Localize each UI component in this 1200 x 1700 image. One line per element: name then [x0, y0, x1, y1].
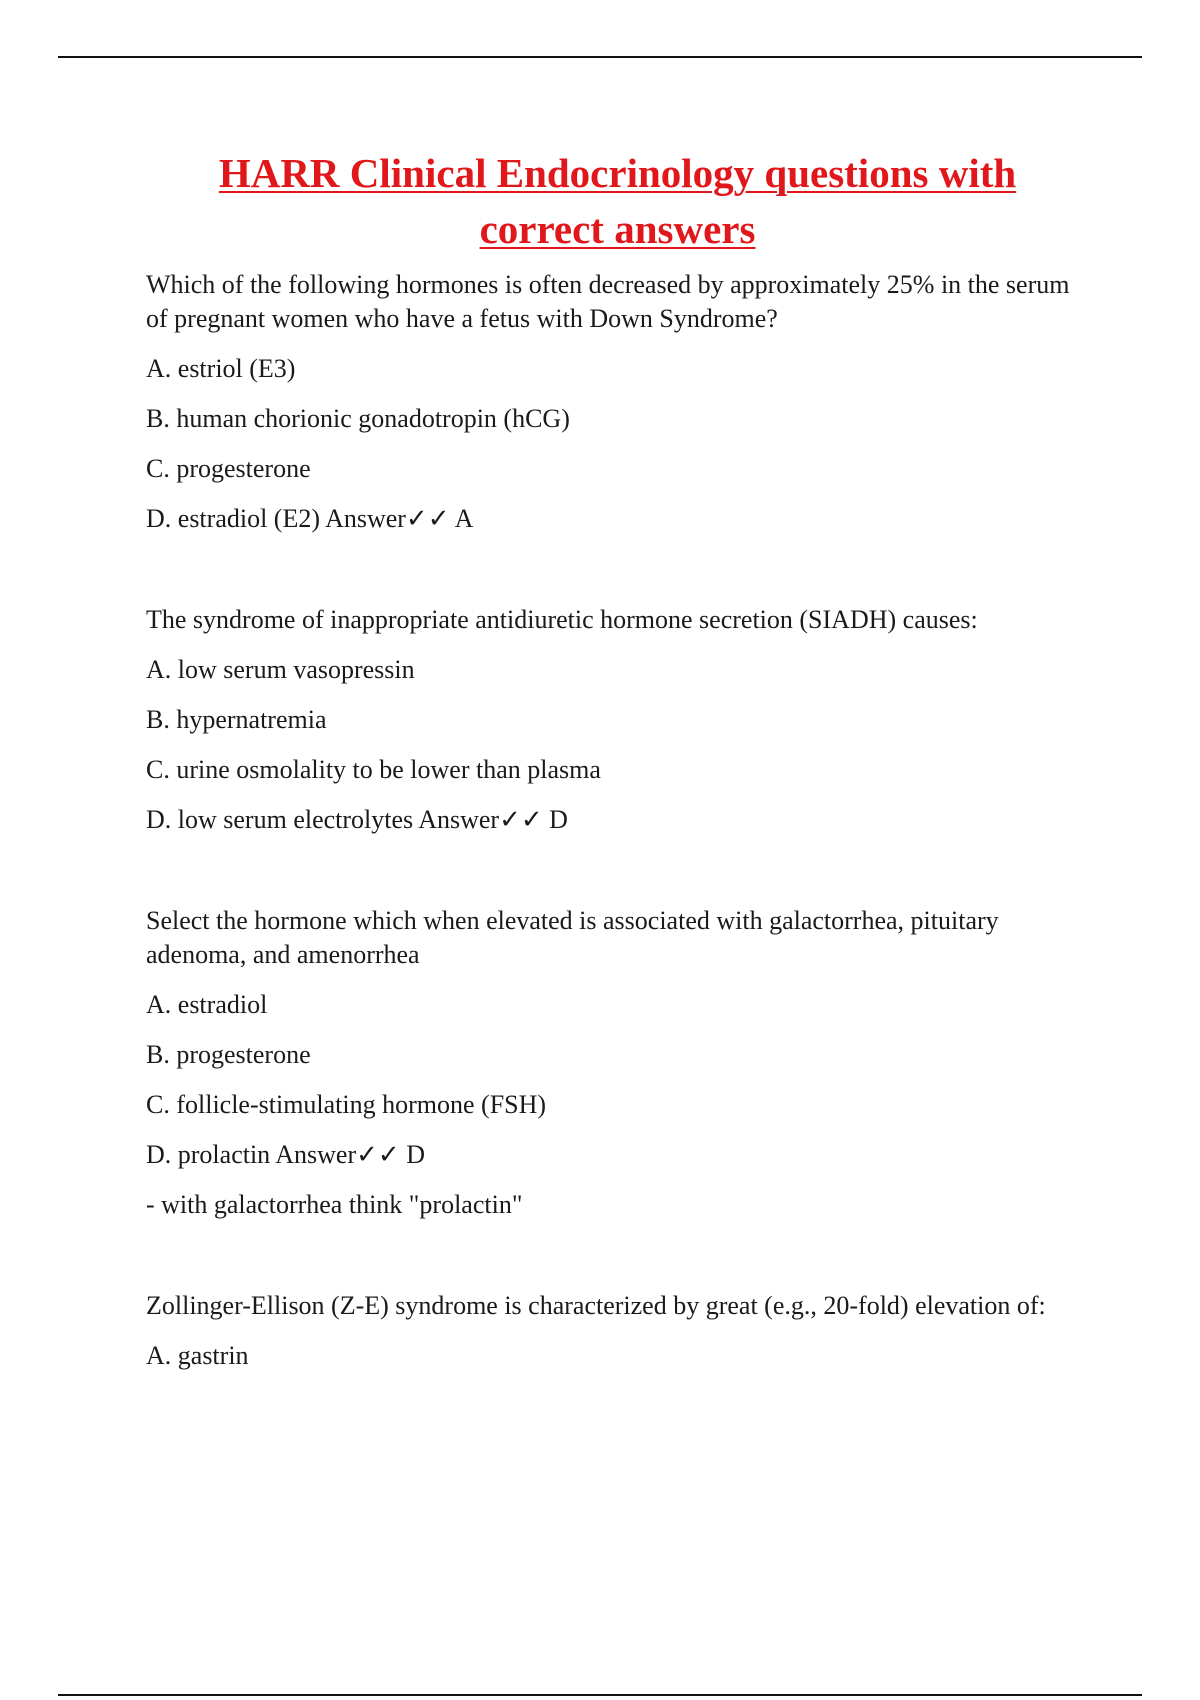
bottom-rule — [58, 1694, 1142, 1696]
answer-note: - with galactorrhea think "prolactin" — [146, 1190, 523, 1219]
title-line-2: correct answers — [479, 206, 756, 252]
question-text: Select the hormone which when elevated is associated with galactorrhea, pituitary adenoma, and amenorrhea — [146, 906, 999, 969]
answer-option-with-answer: D. prolactin Answer✓✓ D — [146, 1140, 425, 1169]
answer-option: A. estriol (E3) — [146, 354, 296, 383]
answer-option: C. urine osmolality to be lower than plasma — [146, 755, 601, 784]
spacer — [146, 1222, 1096, 1289]
answer-option: C. progesterone — [146, 454, 311, 483]
answer-option: A. estradiol — [146, 990, 268, 1019]
question-text: Which of the following hormones is often decreased by approximately 25% in the serum of pregnant women who have a fetus with Down Syndrome? — [146, 270, 1070, 333]
answer-option: A. low serum vasopressin — [146, 655, 415, 684]
question-list — [146, 268, 1096, 1373]
answer-option-with-answer: D. low serum electrolytes Answer✓✓ D — [146, 805, 568, 834]
answer-option: B. hypernatremia — [146, 705, 327, 734]
answer-option-with-answer: D. estradiol (E2) Answer✓✓ A — [146, 504, 474, 533]
answer-option: B. progesterone — [146, 1040, 311, 1069]
document-title — [120, 145, 1115, 257]
answer-option: A. gastrin — [146, 1341, 249, 1370]
answer-option: B. human chorionic gonadotropin (hCG) — [146, 404, 570, 433]
spacer — [146, 837, 1096, 904]
question-text: Zollinger-Ellison (Z-E) syndrome is characterized by great (e.g., 20-fold) elevation of: — [146, 1291, 1046, 1320]
question-text: The syndrome of inappropriate antidiuretic hormone secretion (SIADH) causes: — [146, 605, 978, 634]
question-block-3 — [146, 904, 1096, 1222]
answer-option: C. follicle-stimulating hormone (FSH) — [146, 1090, 547, 1119]
top-rule — [58, 56, 1142, 58]
spacer — [146, 536, 1096, 603]
question-block-4 — [146, 1289, 1096, 1373]
title-line-1: HARR Clinical Endocrinology questions with — [218, 150, 1017, 196]
question-block-2 — [146, 603, 1096, 837]
question-block-1 — [146, 268, 1096, 536]
